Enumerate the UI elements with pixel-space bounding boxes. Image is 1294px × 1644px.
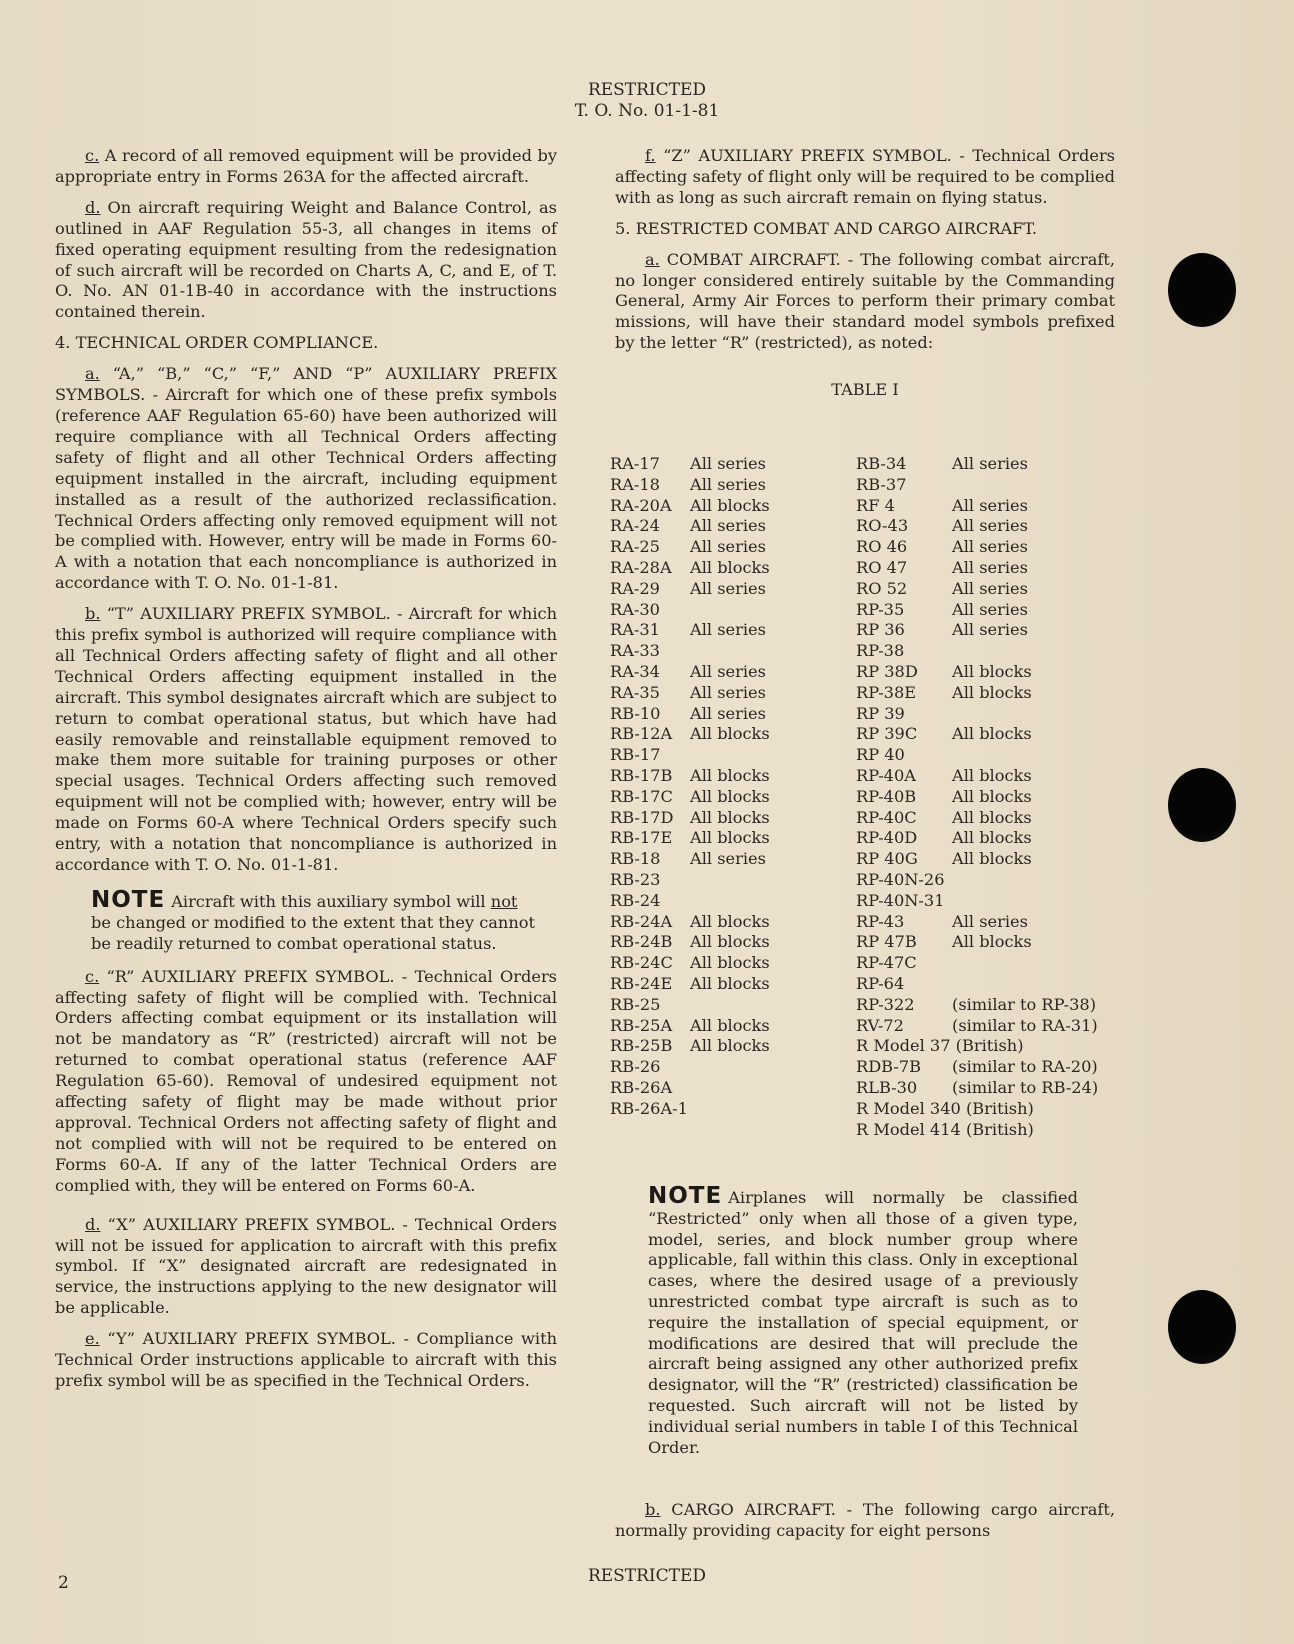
model-designation: RB-24E xyxy=(610,973,673,993)
model-note: All series xyxy=(690,682,766,702)
header-restricted: RESTRICTED xyxy=(587,80,707,100)
table-row xyxy=(610,766,770,787)
model-note: All series xyxy=(690,537,766,557)
model-note: All blocks xyxy=(690,973,770,993)
model-designation: RA-30 xyxy=(610,599,660,619)
model-note: All blocks xyxy=(690,953,770,973)
model-note: All series xyxy=(690,849,766,869)
model-note: All series xyxy=(690,454,766,473)
table-row xyxy=(856,516,1098,537)
para-label: a. xyxy=(645,249,660,269)
para-4b xyxy=(55,604,557,876)
table-row xyxy=(610,953,770,974)
table-row xyxy=(856,579,1098,600)
model-note: All series xyxy=(690,516,766,536)
model-note: (similar to RB-24) xyxy=(952,1077,1099,1097)
para-text: “T” AUXILIARY PREFIX SYMBOL. - Aircraft for which this prefix symbol is authorized will require compliance with all Technical Orders affecting safety of flight and all other Technical Orders affecting equipment installed in the aircraft. This symbol designates aircraft which are subject to return to combat operational status, but which have had easily removable and reinstallable equipment removed to make them more suitable for training purposes or other special usages. Technical Orders affecting such removed equipment will not be complied with; however, entry will be made on Forms 60-A where Technical Orders specify such entry, with a notation that noncompliance is authorized in accordance with T. O. No. 01-1-81. xyxy=(55,604,557,874)
model-designation: RP-40D xyxy=(856,828,918,848)
model-note: All blocks xyxy=(952,828,1032,848)
table-1-left-list xyxy=(610,454,770,1120)
table-row xyxy=(610,787,770,808)
model-designation: RP-43 xyxy=(856,911,905,931)
right-column xyxy=(615,146,1115,419)
model-note: All series xyxy=(952,620,1028,640)
model-note: All blocks xyxy=(690,495,770,515)
model-note: All blocks xyxy=(690,911,770,931)
model-designation: RB-17D xyxy=(610,807,674,827)
model-designation: RB-25A xyxy=(610,1015,673,1035)
table-row xyxy=(610,808,770,829)
table-row xyxy=(610,1099,770,1120)
model-designation: RV-72 xyxy=(856,1015,904,1035)
para-text: “Z” AUXILIARY PREFIX SYMBOL. - Technical Orders affecting safety of flight only will be required to be complied with as long as such aircraft remain on flying status. xyxy=(615,146,1115,207)
model-note: All series xyxy=(952,495,1028,515)
table-row xyxy=(610,620,770,641)
table-row xyxy=(610,704,770,725)
model-note: All blocks xyxy=(690,765,770,785)
model-note: All blocks xyxy=(952,849,1032,869)
model-designation: RB-17C xyxy=(610,786,673,806)
model-designation: RP 39C xyxy=(856,724,918,744)
table-row xyxy=(610,912,770,933)
table-row xyxy=(856,766,1098,787)
model-designation: R Model 414 (British) xyxy=(856,1119,1034,1139)
model-designation: RB-24C xyxy=(610,953,673,973)
model-note: All blocks xyxy=(690,1015,770,1035)
para-5a xyxy=(615,250,1115,355)
table-row xyxy=(856,891,1098,912)
model-note: All blocks xyxy=(690,724,770,744)
para-label: c. xyxy=(85,146,100,165)
para-5b xyxy=(615,1500,1115,1542)
model-note: All blocks xyxy=(952,661,1032,681)
para-text: “R” AUXILIARY PREFIX SYMBOL. - Technical Orders affecting safety of flight will be complied with. Technical Orders affecting combat equipment or its installation will not be mandatory as “R” (restricted) aircraft will not be returned to combat operational status (reference AAF Regulation 65-60). Removal of undesired equipment not affecting safety of flight may be made without prior approval. Technical Orders not affecting safety of flight and not complied with will not be required to be entered on Forms 60-A. If any of the latter Technical Orders are complied with, they will be entered on Forms 60-A. xyxy=(55,966,557,1195)
model-note: All series xyxy=(952,578,1028,598)
para-text: CARGO AIRCRAFT. - The following cargo aircraft, normally providing capacity for eight persons xyxy=(615,1500,1115,1540)
model-designation: RP-40A xyxy=(856,765,916,785)
model-note: All blocks xyxy=(690,807,770,827)
model-designation: RB-17 xyxy=(610,745,661,765)
model-designation: R Model 340 (British) xyxy=(856,1098,1034,1118)
model-note: All blocks xyxy=(952,765,1032,785)
binder-hole xyxy=(1168,1290,1236,1364)
table-row xyxy=(856,475,1098,496)
para-label: a. xyxy=(85,364,100,384)
table-row xyxy=(856,1057,1098,1078)
section-4-heading: 4. TECHNICAL ORDER COMPLIANCE. xyxy=(55,333,379,353)
model-designation: RP-40N-31 xyxy=(856,890,945,910)
model-designation: RP 36 xyxy=(856,620,905,640)
model-designation: RA-24 xyxy=(610,516,660,536)
model-designation: RB-26 xyxy=(610,1057,661,1077)
model-designation: RP 40G xyxy=(856,849,918,869)
section-5-heading: 5. RESTRICTED COMBAT AND CARGO AIRCRAFT. xyxy=(615,218,1037,238)
para-4a xyxy=(55,364,557,594)
para-text: A record of all removed equipment will be provided by appropriate entry in Forms 263A for the affected aircraft. xyxy=(55,146,557,186)
model-designation: RB-24 xyxy=(610,890,661,910)
model-designation: RB-37 xyxy=(856,474,907,494)
model-designation: RP-47C xyxy=(856,953,917,973)
page-number: 2 xyxy=(58,1573,69,1593)
model-designation: RA-31 xyxy=(610,620,660,640)
model-designation: RP-38E xyxy=(856,682,917,702)
model-designation: RA-25 xyxy=(610,537,660,557)
note-text-a: Aircraft with this auxiliary symbol will xyxy=(171,891,491,911)
table-row xyxy=(856,641,1098,662)
table-row xyxy=(610,579,770,600)
para-label: e. xyxy=(85,1329,100,1349)
model-designation: RO 46 xyxy=(856,537,908,557)
model-designation: RP-35 xyxy=(856,599,905,619)
table-row xyxy=(856,1099,1098,1120)
para-label: b. xyxy=(645,1500,661,1519)
para-4f xyxy=(615,146,1115,209)
table-row xyxy=(610,683,770,704)
note-text-b: be changed or modified to the extent that they cannot be readily returned to combat operational status. xyxy=(91,912,536,953)
para-text: “A,” “B,” “C,” “F,” AND “P” AUXILIARY PREFIX SYMBOLS. - Aircraft for which one of these prefix symbols (reference AAF Regulation 65-60) have been authorized will require compliance with all Technical Orders affecting safety of flight and all other Technical Orders affecting equipment installed in the aircraft, including equipment installed as a result of the authorized reclassification. Technical Orders affecting only removed equipment will not be complied with. However, entry will be made in Forms 60-A with a notation that each noncompliance is authorized in accordance with T. O. No. 01-1-81. xyxy=(55,364,557,593)
model-designation: RO 47 xyxy=(856,557,908,577)
table-title: TABLE I xyxy=(831,380,899,400)
note-restricted-classification xyxy=(648,1183,1078,1458)
table-row xyxy=(610,641,770,662)
table-row xyxy=(610,1036,770,1057)
model-note: All blocks xyxy=(690,1036,770,1056)
model-designation: RP-40C xyxy=(856,807,917,827)
table-row xyxy=(610,932,770,953)
model-note: All blocks xyxy=(952,786,1032,806)
binder-hole xyxy=(1168,768,1236,842)
note-t-symbol xyxy=(91,886,537,955)
model-note: All blocks xyxy=(690,828,770,848)
table-row xyxy=(856,1036,1098,1057)
table-row xyxy=(610,662,770,683)
para-label: f. xyxy=(645,146,656,165)
table-row xyxy=(610,537,770,558)
model-note: All blocks xyxy=(952,807,1032,827)
model-note: All blocks xyxy=(952,724,1032,744)
table-row xyxy=(856,995,1098,1016)
model-designation: RP-64 xyxy=(856,973,905,993)
table-row xyxy=(610,995,770,1016)
table-row xyxy=(856,704,1098,725)
binder-hole xyxy=(1168,253,1236,327)
note-label: NOTE xyxy=(648,1183,723,1209)
table-row xyxy=(610,516,770,537)
model-note: All blocks xyxy=(690,786,770,806)
table-row xyxy=(856,828,1098,849)
note-label: NOTE xyxy=(91,886,166,913)
table-row xyxy=(856,496,1098,517)
table-row xyxy=(856,683,1098,704)
table-row xyxy=(856,662,1098,683)
note-emphasis: not xyxy=(490,891,518,911)
table-row xyxy=(610,849,770,870)
model-designation: RO 52 xyxy=(856,578,908,598)
table-row xyxy=(856,558,1098,579)
model-note: All series xyxy=(690,661,766,681)
table-row xyxy=(610,454,770,475)
model-designation: RA-17 xyxy=(610,454,660,473)
model-designation: RB-25B xyxy=(610,1036,673,1056)
para-4e xyxy=(55,1329,557,1392)
para-text: On aircraft requiring Weight and Balance Control, as outlined in AAF Regulation 55-3, all changes in items of fixed operating equipment resulting from the redesignation of such aircraft will be recorded on Charts A, C, and E, of T. O. No. AN 01-1B-40 in accordance with the instructions contained therein. xyxy=(55,197,557,322)
table-row xyxy=(856,600,1098,621)
table-row xyxy=(856,1016,1098,1037)
table-row xyxy=(610,724,770,745)
table-row xyxy=(856,454,1098,475)
table-row xyxy=(856,745,1098,766)
model-note: All series xyxy=(690,703,766,723)
para-4c xyxy=(55,967,557,1197)
table-row xyxy=(610,1057,770,1078)
table-row xyxy=(856,1120,1098,1141)
model-note: All series xyxy=(952,454,1028,473)
model-note: All series xyxy=(952,599,1028,619)
model-note: All blocks xyxy=(952,682,1032,702)
model-designation: RA-34 xyxy=(610,661,660,681)
note-text: Airplanes will normally be classified “Restricted” only when all those of a given type, model, series, and block number group where applicable, fall within this class. Only in exceptional cases, where the desired usage of a previously unrestricted combat type aircraft is such as to require the installation of special equipment, or modifications are desired that will preclude the aircraft being assigned any other authorized prefix designator, will the “R” (restricted) classification be requested. Such aircraft will not be listed by individual serial numbers in table I of this Technical Order. xyxy=(648,1188,1078,1457)
model-designation: RA-29 xyxy=(610,578,660,598)
table-row xyxy=(610,891,770,912)
table-row xyxy=(856,537,1098,558)
model-designation: RP 38D xyxy=(856,661,918,681)
model-designation: RB-26A-1 xyxy=(610,1098,688,1118)
model-designation: RB-10 xyxy=(610,703,661,723)
page-footer-restricted: RESTRICTED xyxy=(587,1566,707,1586)
model-designation: RB-34 xyxy=(856,454,907,473)
table-row xyxy=(856,932,1098,953)
model-designation: RLB-30 xyxy=(856,1077,918,1097)
table-row xyxy=(856,870,1098,891)
model-note: All series xyxy=(952,516,1028,536)
para-5b-text xyxy=(615,1500,1115,1542)
table-row xyxy=(610,1078,770,1099)
table-row xyxy=(856,787,1098,808)
model-designation: RP-40B xyxy=(856,786,917,806)
model-designation: RA-18 xyxy=(610,474,660,494)
model-designation: RO-43 xyxy=(856,516,909,536)
table-row xyxy=(856,912,1098,933)
model-designation: RP 47B xyxy=(856,932,917,952)
table-row xyxy=(610,496,770,517)
model-designation: RA-35 xyxy=(610,682,660,702)
header-to-number: T. O. No. 01-1-81 xyxy=(574,101,720,121)
table-row xyxy=(856,620,1098,641)
para-label: d. xyxy=(85,197,101,217)
model-designation: RB-25 xyxy=(610,994,661,1014)
table-row xyxy=(856,808,1098,829)
table-row xyxy=(856,724,1098,745)
model-note: All series xyxy=(952,537,1028,557)
model-note: All series xyxy=(690,474,766,494)
table-row xyxy=(610,1016,770,1037)
model-note: All series xyxy=(952,557,1028,577)
model-note: All blocks xyxy=(952,932,1032,952)
model-designation: RP-40N-26 xyxy=(856,869,945,889)
table-row xyxy=(610,600,770,621)
table-row xyxy=(856,1078,1098,1099)
left-column xyxy=(55,146,557,1402)
para-label: d. xyxy=(85,1214,101,1234)
model-designation: RB-23 xyxy=(610,869,661,889)
model-note: (similar to RP-38) xyxy=(952,994,1097,1014)
table-row xyxy=(610,745,770,766)
model-designation: RB-26A xyxy=(610,1077,673,1097)
para-text: “X” AUXILIARY PREFIX SYMBOL. - Technical Orders will not be issued for application to aircraft with this prefix symbol. If “X” designated aircraft are redesignated in service, the instructions applying to the new designator will be applicable. xyxy=(55,1214,557,1318)
model-designation: RB-24A xyxy=(610,911,673,931)
model-designation: RA-20A xyxy=(610,495,672,515)
page-header xyxy=(0,80,1294,122)
para-4d xyxy=(55,1215,557,1320)
para-d xyxy=(55,198,557,323)
model-designation: R Model 37 (British) xyxy=(856,1036,1024,1056)
table-row xyxy=(610,870,770,891)
model-note: All series xyxy=(952,911,1028,931)
model-designation: RDB-7B xyxy=(856,1057,922,1077)
model-note: (similar to RA-20) xyxy=(952,1057,1098,1077)
para-label: c. xyxy=(85,966,100,986)
model-designation: RP-38 xyxy=(856,641,905,661)
model-designation: RF 4 xyxy=(856,495,895,515)
table-row xyxy=(856,953,1098,974)
model-designation: RB-17B xyxy=(610,765,673,785)
table-1-right-list xyxy=(856,454,1098,1140)
table-row xyxy=(610,475,770,496)
model-note: (similar to RA-31) xyxy=(952,1015,1098,1035)
para-label: b. xyxy=(85,604,101,624)
model-note: All series xyxy=(690,620,766,640)
para-text: COMBAT AIRCRAFT. - The following combat aircraft, no longer considered entirely suitable by the Commanding General, Army Air Forces to perform their primary combat missions, will have their standard model symbols prefixed by the letter “R” (restricted), as noted: xyxy=(615,249,1115,353)
model-designation: RP 40 xyxy=(856,745,905,765)
model-note: All blocks xyxy=(690,932,770,952)
model-designation: RB-18 xyxy=(610,849,661,869)
model-designation: RP-322 xyxy=(856,994,915,1014)
model-designation: RA-28A xyxy=(610,557,672,577)
model-designation: RB-12A xyxy=(610,724,673,744)
model-designation: RA-33 xyxy=(610,641,660,661)
model-designation: RB-24B xyxy=(610,932,673,952)
model-note: All blocks xyxy=(690,557,770,577)
model-designation: RB-17E xyxy=(610,828,673,848)
model-note: All series xyxy=(690,578,766,598)
table-row xyxy=(856,849,1098,870)
para-c xyxy=(55,146,557,188)
model-designation: RP 39 xyxy=(856,703,905,723)
table-row xyxy=(856,974,1098,995)
table-row xyxy=(610,828,770,849)
table-row xyxy=(610,558,770,579)
para-text: “Y” AUXILIARY PREFIX SYMBOL. - Compliance with Technical Order instructions applicable to aircraft with this prefix symbol will be as specified in the Technical Orders. xyxy=(55,1329,557,1390)
table-row xyxy=(610,974,770,995)
